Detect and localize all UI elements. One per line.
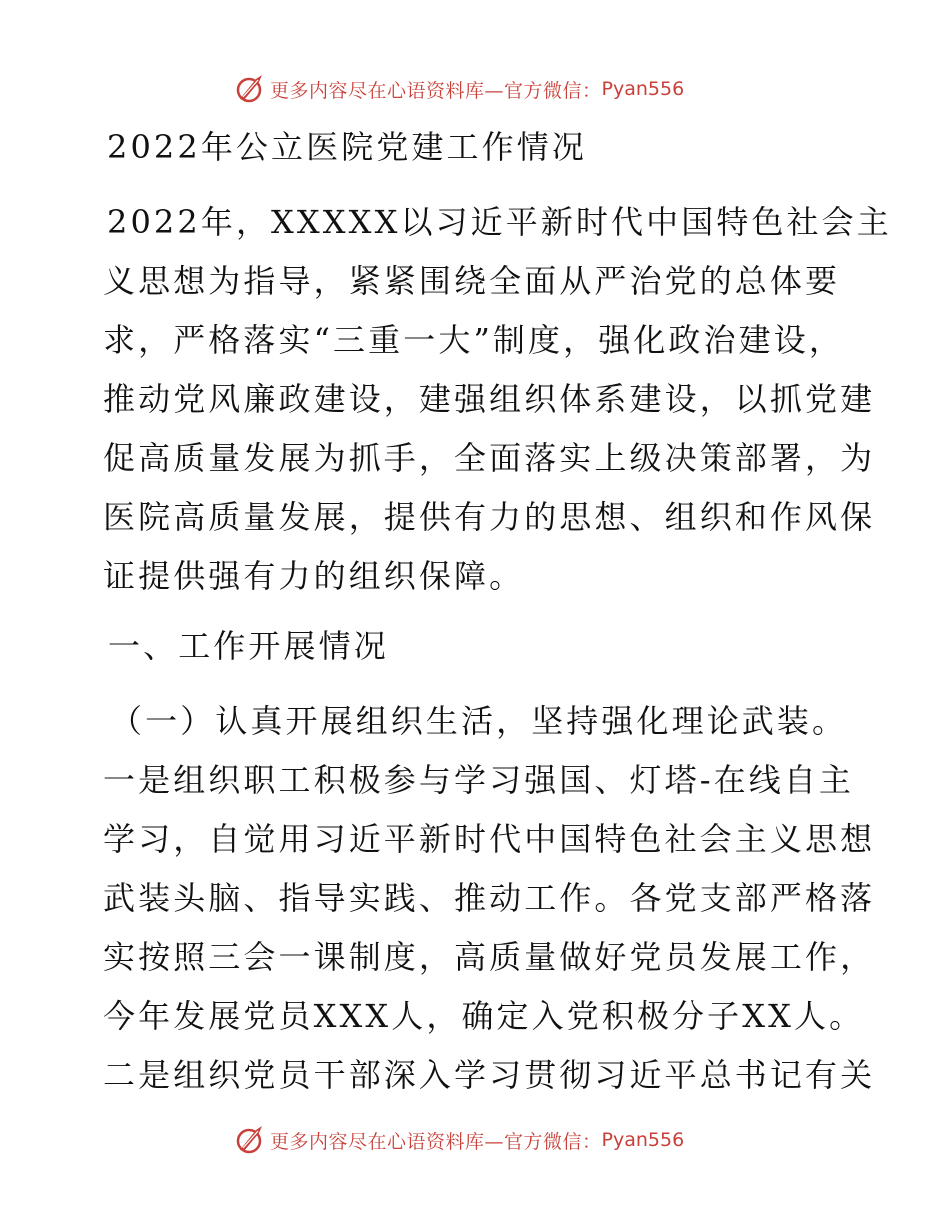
paragraph-line: 学习，自觉用习近平新时代中国特色社会主义思想 [103, 820, 876, 858]
quill-logo-icon [234, 1124, 266, 1156]
watermark-text: 更多内容尽在心语资料库—官方微信： [270, 79, 602, 102]
watermark-wechat-id: Pyan556 [601, 78, 685, 100]
watermark-banner-top [234, 72, 684, 106]
subsection-heading: （一）认真开展组织生活，坚持强化理论武装。 [110, 702, 848, 740]
paragraph-line: 武装头脑、指导实践、推动工作。各党支部严格落 [103, 879, 876, 917]
watermark-text: 更多内容尽在心语资料库—官方微信： [270, 1130, 602, 1153]
quill-logo-icon [234, 73, 266, 105]
document-title: 2022年公立医院党建工作情况 [107, 128, 587, 166]
paragraph-line: 一是组织职工积极参与学习强国、灯塔-在线自主 [103, 761, 855, 799]
paragraph-line: 医院高质量发展，提供有力的思想、组织和作风保 [103, 498, 876, 536]
paragraph-line: 推动党风廉政建设，建强组织体系建设，以抓党建 [103, 380, 876, 418]
paragraph-line: 二是组织党员干部深入学习贯彻习近平总书记有关 [103, 1056, 876, 1094]
paragraph-line: 2022年，XXXXX以习近平新时代中国特色社会主 [107, 203, 892, 241]
paragraph-line: 证提供强有力的组织保障。 [103, 557, 525, 595]
watermark-banner-bottom [234, 1123, 684, 1157]
watermark-wechat-id: Pyan556 [601, 1129, 685, 1151]
section-heading: 一、工作开展情况 [108, 627, 389, 665]
paragraph-line: 求，严格落实“三重一大”制度，强化政治建设， [103, 321, 844, 359]
paragraph-line: 今年发展党员XXX人，确定入党积极分子XX人。 [103, 997, 865, 1035]
paragraph-line: 义思想为指导，紧紧围绕全面从严治党的总体要 [103, 262, 841, 300]
paragraph-line: 实按照三会一课制度，高质量做好党员发展工作， [103, 938, 876, 976]
paragraph-line: 促高质量发展为抓手，全面落实上级决策部署，为 [103, 439, 876, 477]
